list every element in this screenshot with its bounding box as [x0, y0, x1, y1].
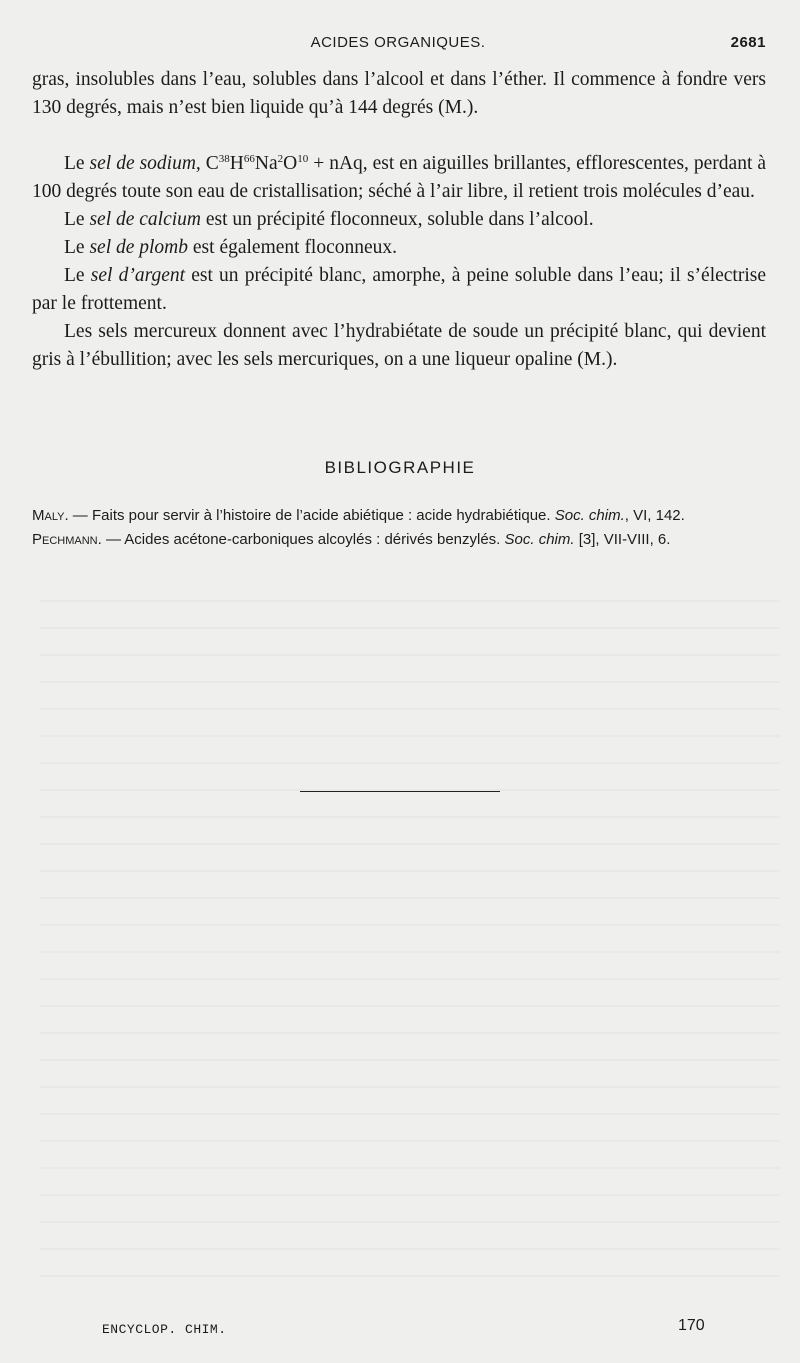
- running-head: [30, 34, 766, 56]
- bib-author: Maly.: [32, 507, 69, 524]
- formula-part: Na: [254, 153, 278, 174]
- bibliography-list: [32, 506, 766, 554]
- bib-title: — Acides acétone-carboniques alcoylés : dérivés benzylés.: [101, 531, 505, 548]
- footer-signature: ENCYCLOP. CHIM.: [102, 1322, 227, 1337]
- body-text-top: [32, 66, 766, 122]
- bib-journal: Soc. chim.: [504, 531, 575, 548]
- formula-part: H: [229, 153, 244, 174]
- paragraph-calcium-salt: [32, 206, 766, 234]
- bibliography-entry: [32, 506, 766, 526]
- paragraph-lead-salt: [32, 234, 766, 262]
- bib-journal: Soc. chim.: [554, 507, 625, 524]
- term-calcium-salt: sel de calcium: [89, 209, 201, 230]
- term-silver-salt: sel d’argent: [90, 265, 186, 286]
- bib-reference: [3], VII-VIII, 6.: [574, 531, 671, 548]
- paragraph-silver-salt: [32, 262, 766, 318]
- text-rest: est un précipité floconneux, soluble dans l’alcool.: [201, 209, 594, 230]
- bibliography-heading: BIBLIOGRAPHIE: [324, 458, 476, 477]
- bib-title: — Faits pour servir à l’histoire de l’acide abiétique : acide hydrabiétique.: [68, 507, 555, 524]
- term-lead-salt: sel de plomb: [89, 237, 189, 258]
- bib-reference: , VI, 142.: [624, 507, 685, 524]
- paragraph-continuation: gras, insolubles dans l’eau, solubles dans l’alcool et dans l’éther. Il commence à fondre vers 130 degrés, mais n’est bien liquide qu’à 144 degrés (M.).: [32, 69, 766, 118]
- text-rest: + nAq, est en aiguilles brillantes, efflorescentes, perdant à 100 degrés toute son eau de cristallisation; séché à l’air libre, il retient trois molécules d’eau.: [32, 153, 766, 202]
- footer-sheet-number: 170: [678, 1317, 705, 1334]
- text-rest: est également floconneux.: [188, 237, 398, 258]
- term-sodium-salt: sel de sodium,: [89, 153, 201, 174]
- formula-subscript: 2: [277, 153, 284, 165]
- paragraph-mercury-salts: Les sels mercureux donnent avec l’hydrabiétate de soude un précipité blanc, qui devient gris à l’ébullition; avec les sels mercuriques, on a une liqueur opaline (M.).: [32, 321, 766, 370]
- text-lead: Le: [64, 237, 90, 258]
- formula-subscript: 38: [218, 153, 230, 165]
- formula-part: C: [200, 153, 219, 174]
- bibliography-entry: [32, 530, 766, 550]
- running-head-title: ACIDES ORGANIQUES.: [310, 34, 486, 51]
- text-lead: Le: [64, 153, 90, 174]
- text-rest: est un précipité blanc, amorphe, à peine soluble dans l’eau; il s’électrise par le frottement.: [32, 265, 766, 314]
- show-through-texture: [40, 600, 780, 1300]
- formula-subscript: 10: [297, 153, 309, 165]
- page-number: 2681: [730, 34, 766, 51]
- formula-part: O: [283, 153, 298, 174]
- text-lead: Le: [64, 209, 90, 230]
- text-lead: Le: [64, 265, 91, 286]
- body-text-salts: [32, 150, 766, 374]
- bib-author: Pechmann.: [32, 531, 102, 548]
- paragraph-sodium-salt: [32, 150, 766, 206]
- formula-subscript: 66: [243, 153, 255, 165]
- section-divider: [300, 791, 500, 792]
